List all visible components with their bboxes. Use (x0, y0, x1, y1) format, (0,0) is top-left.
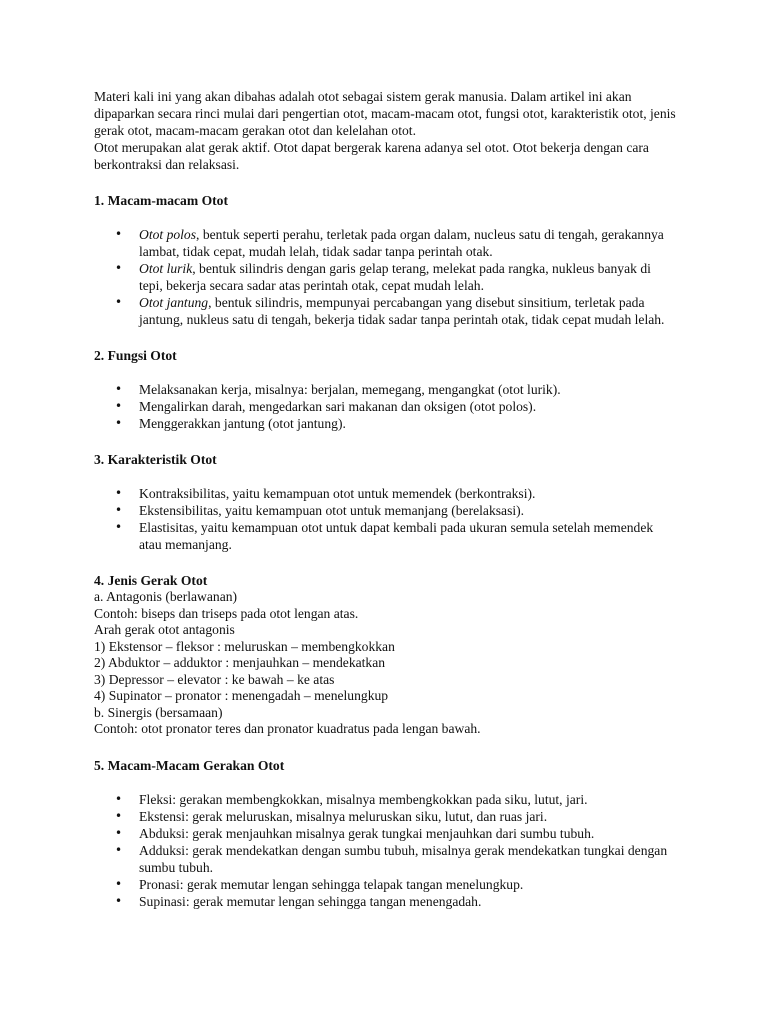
term: Otot lurik (139, 261, 193, 276)
section-3-list (94, 485, 678, 553)
text-line: Contoh: otot pronator teres dan pronator kuadratus pada lengan bawah. (94, 721, 481, 736)
list-item: • Otot polos, bentuk seperti perahu, terletak pada organ dalam, nucleus satu di tengah, gerakannya lambat, tidak cepat, mudah lelah, tidak sadar tanpa perintah otak. (139, 226, 678, 260)
list-item: • Melaksanakan kerja, misalnya: berjalan, memegang, mengangkat (otot lurik). (139, 381, 678, 398)
list-item: • Supinasi: gerak memutar lengan sehingga tangan menengadah. (139, 893, 678, 910)
list-item: • Otot jantung, bentuk silindris, mempunyai percabangan yang disebut sinsitium, terletak pada jantung, nukleus satu di tengah, bekerja tidak sadar tanpa perintah otak, tidak cepat mudah lelah. (139, 294, 678, 328)
section-4-heading: 4. Jenis Gerak Otot (94, 573, 208, 588)
text-line: 1) Ekstensor – fleksor : meluruskan – membengkokkan (94, 638, 395, 654)
section-5-list (94, 791, 678, 910)
list-item: • Adduksi: gerak mendekatkan dengan sumbu tubuh, misalnya gerak mendekatkan tungkai dengan sumbu tubuh. (139, 842, 678, 876)
list-item: • Abduksi: gerak menjauhkan misalnya gerak tungkai menjauhkan dari sumbu tubuh. (139, 825, 678, 842)
intro (94, 88, 678, 173)
text-line: b. Sinergis (bersamaan) (94, 704, 223, 720)
section-2-heading: 2. Fungsi Otot (94, 348, 177, 363)
term: Otot polos (139, 227, 197, 242)
list-item: • Kontraksibilitas, yaitu kemampuan otot untuk memendek (berkontraksi). (139, 485, 678, 502)
term: Otot jantung (139, 295, 209, 310)
intro-paragraph-1: Materi kali ini yang akan dibahas adalah otot sebagai sistem gerak manusia. Dalam artikel ini akan dipaparkan secara rinci mulai dari pengertian otot, macam-macam otot, fungsi otot, karakteristik otot, jenis gerak otot, macam-macam gerakan otot dan kelelahan otot. (94, 89, 676, 138)
list-item: • Otot lurik, bentuk silindris dengan garis gelap terang, melekat pada rangka, nukleus banyak di tepi, bekerja secara sadar atas perintah otak, cepat mudah lelah. (139, 260, 678, 294)
list-item: • Ekstensi: gerak meluruskan, misalnya meluruskan siku, lutut, dan ruas jari. (139, 808, 678, 825)
list-item: • Fleksi: gerakan membengkokkan, misalnya membengkokkan pada siku, lutut, jari. (139, 791, 678, 808)
list-item: • Menggerakkan jantung (otot jantung). (139, 415, 678, 432)
section-3-heading: 3. Karakteristik Otot (94, 452, 217, 467)
section-4-lines (94, 589, 678, 738)
text-line: 2) Abduktor – adduktor : menjauhkan – mendekatkan (94, 655, 386, 670)
intro-paragraph-2: Otot merupakan alat gerak aktif. Otot dapat bergerak karena adanya sel otot. Otot bekerja dengan cara berkontraksi dan relaksasi. (94, 140, 649, 172)
text-line: a. Antagonis (berlawanan) (94, 589, 238, 604)
section-1-heading: 1. Macam-macam Otot (94, 193, 228, 208)
section-2-list (94, 381, 678, 432)
text-line: Contoh: biseps dan triseps pada otot lengan atas. (94, 605, 359, 621)
list-item: • Mengalirkan darah, mengedarkan sari makanan dan oksigen (otot polos). (139, 398, 678, 415)
list-item: • Elastisitas, yaitu kemampuan otot untuk dapat kembali pada ukuran semula setelah memendek atau memanjang. (139, 519, 678, 553)
text-line: 4) Supinator – pronator : menengadah – menelungkup (94, 688, 389, 703)
list-item: • Pronasi: gerak memutar lengan sehingga telapak tangan menelungkup. (139, 876, 678, 893)
section-1-list (94, 226, 678, 328)
section-5-heading: 5. Macam-Macam Gerakan Otot (94, 757, 285, 773)
list-item: • Ekstensibilitas, yaitu kemampuan otot untuk memanjang (berelaksasi). (139, 502, 678, 519)
text-line: Arah gerak otot antagonis (94, 622, 235, 637)
text-line: 3) Depressor – elevator : ke bawah – ke atas (94, 671, 335, 687)
